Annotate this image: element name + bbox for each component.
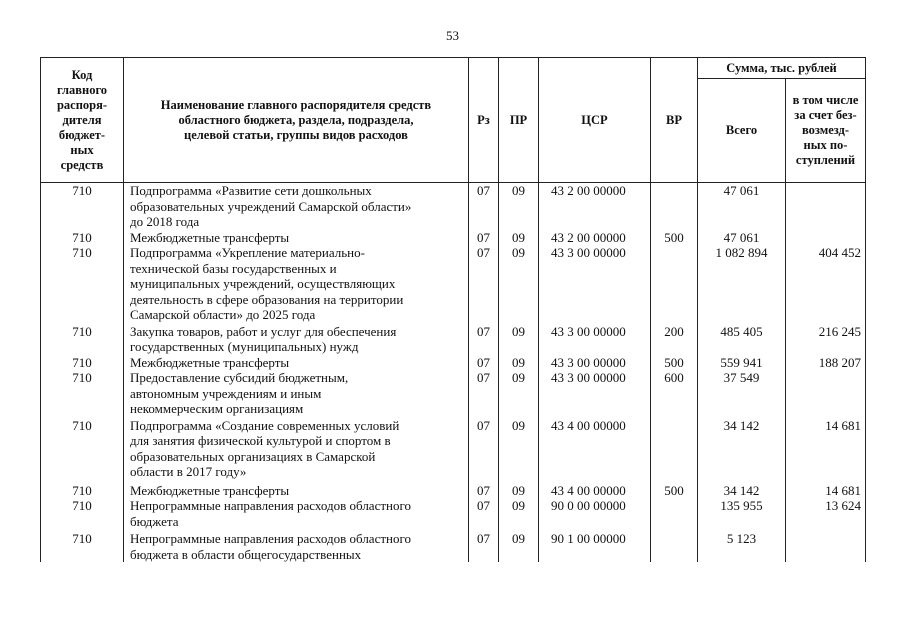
cell-rz: 07	[469, 324, 499, 355]
table-row	[41, 370, 866, 418]
table-row	[41, 418, 866, 483]
header-code-line: бюджет-	[58, 127, 106, 142]
cell-name-line: для занятия физической культурой и спортом в	[130, 433, 391, 448]
cell-csr: 43 3 00 00000	[539, 355, 651, 371]
cell-code: 710	[41, 324, 124, 355]
cell-vr	[651, 183, 698, 230]
cell-name-line: Подпрограмма «Создание современных условий	[130, 417, 400, 433]
table-row	[41, 483, 866, 499]
header-pr: ПР	[499, 58, 539, 183]
cell-pr: 09	[499, 324, 539, 355]
cell-name	[124, 230, 469, 246]
cell-name-line: бюджета	[130, 513, 179, 529]
cell-name-line: автономным учреждениям и иным	[130, 385, 322, 401]
cell-rz: 07	[469, 418, 499, 483]
cell-rz: 07	[469, 183, 499, 230]
table-row	[41, 183, 866, 230]
cell-name	[124, 355, 469, 371]
cell-name	[124, 483, 469, 499]
cell-grant	[786, 370, 866, 418]
table-row	[41, 230, 866, 246]
header-code-line: главного	[56, 82, 108, 97]
cell-grant	[786, 183, 866, 230]
cell-name-line: Закупка товаров, работ и услуг для обеспечения	[130, 323, 397, 339]
cell-rz: 07	[469, 230, 499, 246]
cell-name-line: образовательных организациях в Самарской	[130, 448, 376, 464]
cell-grant: 188 207	[786, 355, 866, 371]
cell-rz: 07	[469, 483, 499, 499]
cell-vr	[651, 245, 698, 324]
cell-total: 485 405	[698, 324, 786, 355]
cell-pr: 09	[499, 355, 539, 371]
header-grant-line: за счет без-	[794, 108, 857, 122]
cell-vr	[651, 531, 698, 562]
cell-name-line: бюджета в области общегосударственных	[130, 546, 362, 562]
cell-name-line: муниципальных учреждений, осуществляющих	[130, 276, 396, 291]
cell-rz: 07	[469, 498, 499, 531]
cell-grant: 14 681	[786, 483, 866, 499]
header-grant-line: возмезд-	[801, 123, 850, 137]
cell-total: 34 142	[698, 483, 786, 499]
cell-name-line: области в 2017 году»	[130, 464, 247, 479]
cell-total: 47 061	[698, 183, 786, 230]
cell-csr: 43 3 00 00000	[539, 370, 651, 418]
cell-code: 710	[41, 498, 124, 531]
cell-code: 710	[41, 483, 124, 499]
cell-grant: 14 681	[786, 418, 866, 483]
cell-code: 710	[41, 531, 124, 562]
header-sum-group: Сумма, тыс. рублей	[698, 58, 866, 79]
cell-code: 710	[41, 183, 124, 230]
header-grant-line: ступлений	[795, 153, 856, 167]
cell-name	[124, 418, 469, 483]
cell-code: 710	[41, 418, 124, 483]
cell-name-line: Межбюджетные трансферты	[130, 482, 290, 498]
table-row	[41, 245, 866, 324]
budget-table	[40, 57, 866, 562]
cell-vr	[651, 418, 698, 483]
cell-name	[124, 183, 469, 230]
header-code-line: распоря-	[56, 97, 108, 112]
cell-name-line: государственных (муниципальных) нужд	[130, 339, 359, 354]
cell-pr: 09	[499, 531, 539, 562]
cell-csr: 43 3 00 00000	[539, 324, 651, 355]
cell-total: 37 549	[698, 370, 786, 418]
cell-vr	[651, 498, 698, 531]
cell-name	[124, 370, 469, 418]
header-code-line: ных	[70, 142, 94, 157]
header-code	[41, 58, 124, 183]
cell-total: 5 123	[698, 531, 786, 562]
cell-vr: 500	[651, 230, 698, 246]
cell-name-line: Подпрограмма «Укрепление материально-	[130, 245, 365, 260]
cell-total: 1 082 894	[698, 245, 786, 324]
cell-code: 710	[41, 355, 124, 371]
cell-name-line: Межбюджетные трансферты	[130, 354, 290, 370]
header-code-line: дителя	[62, 112, 102, 127]
cell-csr: 43 2 00 00000	[539, 230, 651, 246]
cell-csr: 90 1 00 00000	[539, 531, 651, 562]
cell-pr: 09	[499, 183, 539, 230]
header-total: Всего	[698, 79, 786, 183]
header-rz: Рз	[469, 58, 499, 183]
cell-grant: 13 624	[786, 498, 866, 531]
cell-name	[124, 531, 469, 562]
header-csr: ЦСР	[539, 58, 651, 183]
cell-name-line: деятельность в сфере образования на территории	[130, 291, 404, 307]
header-name-line: целевой статьи, группы видов расходов	[184, 127, 408, 142]
cell-vr: 500	[651, 483, 698, 499]
cell-name	[124, 245, 469, 324]
cell-rz: 07	[469, 245, 499, 324]
cell-grant	[786, 531, 866, 562]
cell-grant: 404 452	[786, 245, 866, 324]
cell-pr: 09	[499, 418, 539, 483]
cell-csr: 43 4 00 00000	[539, 483, 651, 499]
cell-vr: 200	[651, 324, 698, 355]
header-name-line: областного бюджета, раздела, подраздела,	[178, 112, 414, 127]
cell-pr: 09	[499, 230, 539, 246]
cell-name-line: Подпрограмма «Развитие сети дошкольных	[130, 183, 372, 198]
cell-name-line: Непрограммные направления расходов областного	[130, 498, 411, 513]
header-code-line: Код	[71, 67, 93, 82]
header-grant-line: ных по-	[803, 138, 848, 152]
cell-name-line: Непрограммные направления расходов областного	[130, 531, 411, 546]
cell-name-line: Самарской области» до 2025 года	[130, 307, 316, 322]
cell-csr: 43 2 00 00000	[539, 183, 651, 230]
header-name	[124, 58, 469, 183]
cell-name-line: Предоставление субсидий бюджетным,	[130, 370, 349, 385]
page-number: 53	[446, 28, 459, 43]
cell-total: 135 955	[698, 498, 786, 531]
cell-csr: 90 0 00 00000	[539, 498, 651, 531]
cell-pr: 09	[499, 483, 539, 499]
cell-code: 710	[41, 370, 124, 418]
cell-code: 710	[41, 245, 124, 324]
table-row	[41, 355, 866, 371]
cell-name-line: некоммерческим организациям	[130, 401, 304, 416]
cell-name-line: технической базы государственных и	[130, 260, 337, 276]
cell-csr: 43 3 00 00000	[539, 245, 651, 324]
cell-vr: 500	[651, 355, 698, 371]
cell-grant: 216 245	[786, 324, 866, 355]
table-row	[41, 531, 866, 562]
cell-pr: 09	[499, 498, 539, 531]
header-grant	[786, 79, 866, 183]
cell-name-line: Межбюджетные трансферты	[130, 229, 290, 245]
cell-name	[124, 498, 469, 531]
cell-pr: 09	[499, 245, 539, 324]
cell-rz: 07	[469, 531, 499, 562]
cell-name-line: до 2018 года	[130, 214, 200, 229]
cell-name-line: образовательных учреждений Самарской области»	[130, 198, 412, 214]
table-row	[41, 324, 866, 355]
table-row	[41, 498, 866, 531]
cell-rz: 07	[469, 370, 499, 418]
cell-total: 559 941	[698, 355, 786, 371]
cell-code: 710	[41, 230, 124, 246]
cell-pr: 09	[499, 370, 539, 418]
cell-grant	[786, 230, 866, 246]
header-vr: ВР	[651, 58, 698, 183]
cell-rz: 07	[469, 355, 499, 371]
header-grant-line: в том числе	[792, 93, 859, 107]
cell-total: 34 142	[698, 418, 786, 483]
cell-total: 47 061	[698, 230, 786, 246]
cell-csr: 43 4 00 00000	[539, 418, 651, 483]
header-code-line: средств	[60, 157, 104, 172]
header-name-line: Наименование главного распорядителя средств	[160, 97, 432, 112]
cell-vr: 600	[651, 370, 698, 418]
cell-name	[124, 324, 469, 355]
